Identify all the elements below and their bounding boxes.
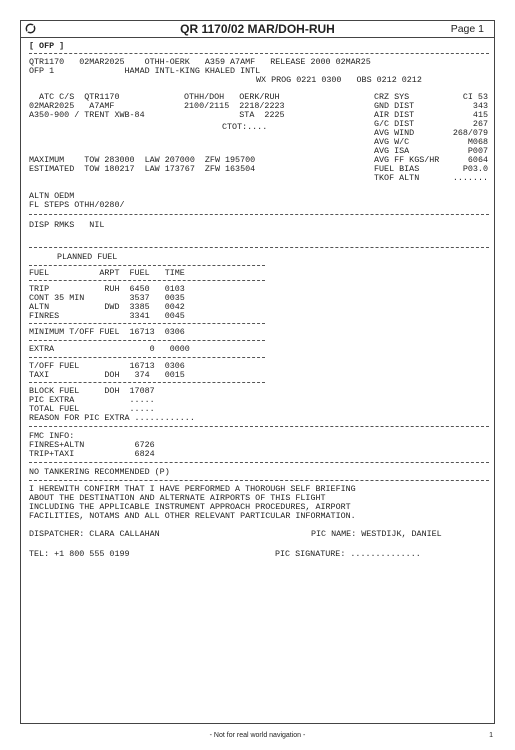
flight-col1-1: ATC C/S QTR1170	[29, 92, 120, 102]
perf-value: 268/079	[452, 128, 488, 138]
confirm-2: ABOUT THE DESTINATION AND ALTERNATE AIRPORTS OF THIS FLIGHT	[29, 493, 326, 503]
divider	[29, 357, 265, 358]
top-line-1: QTR1170 02MAR2025 OTHH-OERK A359 A7AMF RELEASE 2000 02MAR25	[29, 57, 371, 67]
fuel-total: TOTAL FUEL .....	[29, 404, 155, 414]
perf-value: 343	[472, 101, 488, 111]
flight-title: QR 1170/02 MAR/DOH-RUH	[180, 22, 335, 36]
divider	[29, 323, 265, 324]
flight-col2-1: OTHH/DOH OERK/RUH	[184, 92, 280, 102]
perf-label: AVG ISA	[374, 146, 410, 156]
divider	[29, 480, 489, 481]
flight-col2-3: STA 2225	[184, 110, 285, 120]
fuel-pic-extra: PIC EXTRA .....	[29, 395, 155, 405]
wx-prog: WX PROG 0221 0300 OBS 0212 0212	[256, 75, 422, 85]
fuel-reason: REASON FOR PIC EXTRA ............	[29, 413, 195, 423]
perf-value: 415	[472, 110, 488, 120]
flight-col1-2: 02MAR2025 A7AMF	[29, 101, 115, 111]
divider	[29, 426, 489, 427]
perf-value: CI 53	[462, 92, 488, 102]
fuel-tof: T/OFF FUEL 16713 0306	[29, 361, 185, 371]
fuel-extra: EXTRA 0 0000	[29, 344, 190, 354]
confirm-3: INCLUDING THE APPLICABLE INSTRUMENT APPROACH PROCEDURES, AIRPORT	[29, 502, 351, 512]
fmc-finres-altn: FINRES+ALTN 6726	[29, 440, 155, 450]
divider	[29, 53, 489, 54]
confirm-4: FACILITIES, NOTAMS AND ALL OTHER RELEVANT PARTICULAR INFORMATION.	[29, 511, 356, 521]
fuel-minimum: MINIMUM T/OFF FUEL 16713 0306	[29, 327, 185, 337]
telephone: TEL: +1 800 555 0199	[29, 549, 130, 559]
fmc-trip-taxi: TRIP+TAXI 6824	[29, 449, 155, 459]
weights-est: ESTIMATED TOW 180217 LAW 173767 ZFW 163504	[29, 164, 256, 174]
perf-label: AVG WIND	[374, 128, 415, 138]
flight-col2-2: 2100/2115 2218/2223	[184, 101, 285, 111]
divider	[29, 382, 265, 383]
fuel-finres: FINRES 3341 0045	[29, 311, 185, 321]
perf-label: G/C DIST	[374, 119, 415, 129]
confirm-1: I HEREWITH CONFIRM THAT I HAVE PERFORMED A THOROUGH SELF BRIEFING	[29, 484, 356, 494]
fuel-altn: ALTN DWD 3385 0042	[29, 302, 185, 312]
divider	[29, 214, 489, 215]
dispatcher: DISPATCHER: CLARA CALLAHAN	[29, 529, 160, 539]
fmc-title: FMC INFO:	[29, 431, 75, 441]
perf-label: AVG FF KGS/HR	[374, 155, 440, 165]
top-line-2: OFP 1 HAMAD INTL-KING KHALED INTL	[29, 66, 261, 76]
altn: ALTN OEDM	[29, 191, 75, 201]
fl-steps: FL STEPS OTHH/0280/	[29, 200, 125, 210]
fuel-taxi: TAXI DOH 374 0015	[29, 370, 185, 380]
perf-label: FUEL BIAS	[374, 164, 420, 174]
page-number: Page 1	[450, 23, 484, 35]
perf-value: P007	[467, 146, 488, 156]
section-tag: [ OFP ]	[29, 41, 65, 51]
perf-value: M068	[467, 137, 488, 147]
perf-label: CRZ SYS	[374, 92, 410, 102]
perf-label: GND DIST	[374, 101, 415, 111]
divider	[29, 340, 265, 341]
tankering: NO TANKERING RECOMMENDED (P)	[29, 467, 170, 477]
flight-col1-3: A350-900 / TRENT XWB-84	[29, 110, 145, 120]
document-header	[21, 21, 494, 38]
fuel-cont: CONT 35 MIN 3537 0035	[29, 293, 185, 303]
fuel-block: BLOCK FUEL DOH 17087	[29, 386, 155, 396]
perf-value: P03.0	[462, 164, 488, 174]
perf-label: AIR DIST	[374, 110, 415, 120]
perf-label: TKOF ALTN	[374, 173, 420, 183]
perf-label: AVG W/C	[374, 137, 410, 147]
divider	[29, 462, 489, 463]
pic-name: PIC NAME: WESTDIJK, DANIEL	[311, 529, 442, 539]
perf-value: 267	[472, 119, 488, 129]
fuel-columns: FUEL ARPT FUEL TIME	[29, 268, 185, 278]
footer-page-number: 1	[489, 732, 493, 739]
weights-max: MAXIMUM TOW 283000 LAW 207000 ZFW 195700	[29, 155, 256, 165]
perf-value: 6064	[467, 155, 488, 165]
document-frame	[20, 20, 495, 724]
perf-value: .......	[452, 173, 488, 183]
divider	[29, 247, 489, 248]
fuel-title: PLANNED FUEL	[57, 252, 118, 262]
disp-rmks: DISP RMKS NIL	[29, 220, 105, 230]
divider	[29, 265, 265, 266]
divider	[29, 280, 265, 281]
pic-signature: PIC SIGNATURE: ..............	[275, 549, 421, 559]
fuel-trip: TRIP RUH 6450 0103	[29, 284, 185, 294]
footer-note: - Not for real world navigation -	[209, 732, 306, 739]
ctot: CTOT:....	[222, 122, 268, 132]
